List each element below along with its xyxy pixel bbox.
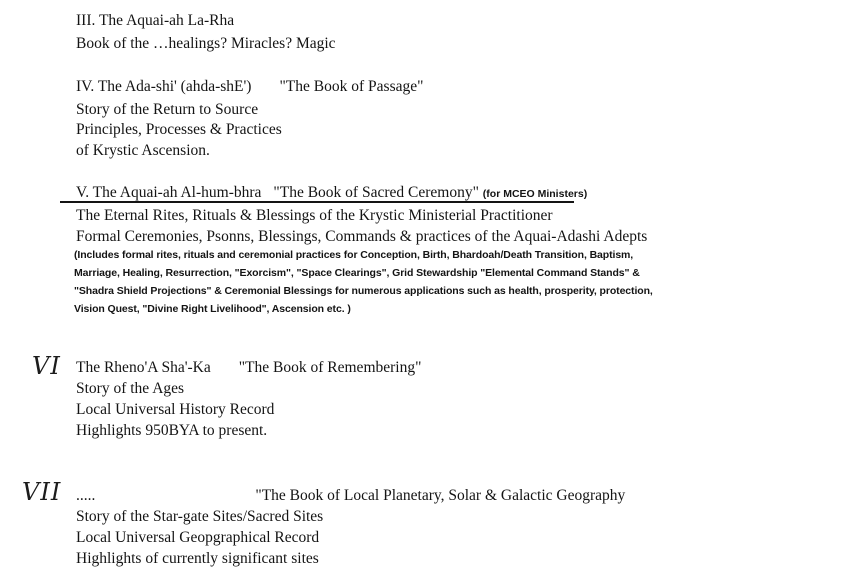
section-5-detail: "Shadra Shield Projections" & Ceremonial Blessings for numerous applications such as health, prosperity, protection, [74, 285, 653, 297]
section-4-line: Principles, Processes & Practices [76, 121, 282, 138]
section-7-title: ..... [76, 487, 96, 504]
section-6-heading [76, 359, 421, 377]
section-5-line: Formal Ceremonies, Psonns, Blessings, Commands & practices of the Aquai-Adashi Adepts [76, 228, 648, 245]
handwritten-numeral-7: VII [22, 478, 62, 506]
section-5-detail: Vision Quest, "Divine Right Livelihood", Ascension etc. ) [74, 303, 351, 315]
section-4-line: Story of the Return to Source [76, 101, 259, 118]
section-6-title: The Rheno'A Sha'-Ka [76, 359, 211, 376]
section-5-note: (for MCEO Ministers) [482, 188, 588, 200]
section-5-detail: (Includes formal rites, rituals and ceremonial practices for Conception, Birth, Bhardoah/Death Transition, Baptism, [74, 249, 634, 261]
handwritten-numeral-6: VI [32, 352, 61, 380]
section-6-line: Story of the Ages [76, 380, 185, 397]
section-6-line: Highlights 950BYA to present. [76, 422, 268, 439]
section-4-subtitle: "The Book of Passage" [279, 78, 424, 95]
section-5-subtitle: "The Book of Sacred Ceremony" [273, 184, 479, 201]
section-5-underline [60, 201, 574, 203]
section-5-line: The Eternal Rites, Rituals & Blessings of the Krystic Ministerial Practitioner [76, 207, 553, 224]
section-4-line: of Krystic Ascension. [76, 142, 210, 159]
section-3-title: III. The Aquai-ah La-Rha [76, 12, 235, 29]
section-7-heading [76, 487, 625, 505]
section-4-title: IV. The Ada-shi' (ahda-shE') [76, 78, 252, 95]
section-6-subtitle: "The Book of Remembering" [238, 359, 422, 376]
section-3-line: Book of the …healings? Miracles? Magic [76, 35, 336, 52]
section-5-detail: Marriage, Healing, Resurrection, "Exorcism", "Space Clearings", Grid Stewardship "Elemental Command Stands" & [74, 267, 640, 279]
section-6-line: Local Universal History Record [76, 401, 275, 418]
section-4-heading [76, 78, 423, 96]
section-5-title: V. The Aquai-ah Al-hum-bhra [76, 184, 262, 201]
section-7-subtitle: "The Book of Local Planetary, Solar & Galactic Geography [255, 487, 626, 504]
section-7-line: Highlights of currently significant sites [76, 550, 319, 567]
section-7-line: Story of the Star-gate Sites/Sacred Sites [76, 508, 324, 525]
section-7-line: Local Universal Geopgraphical Record [76, 529, 320, 546]
